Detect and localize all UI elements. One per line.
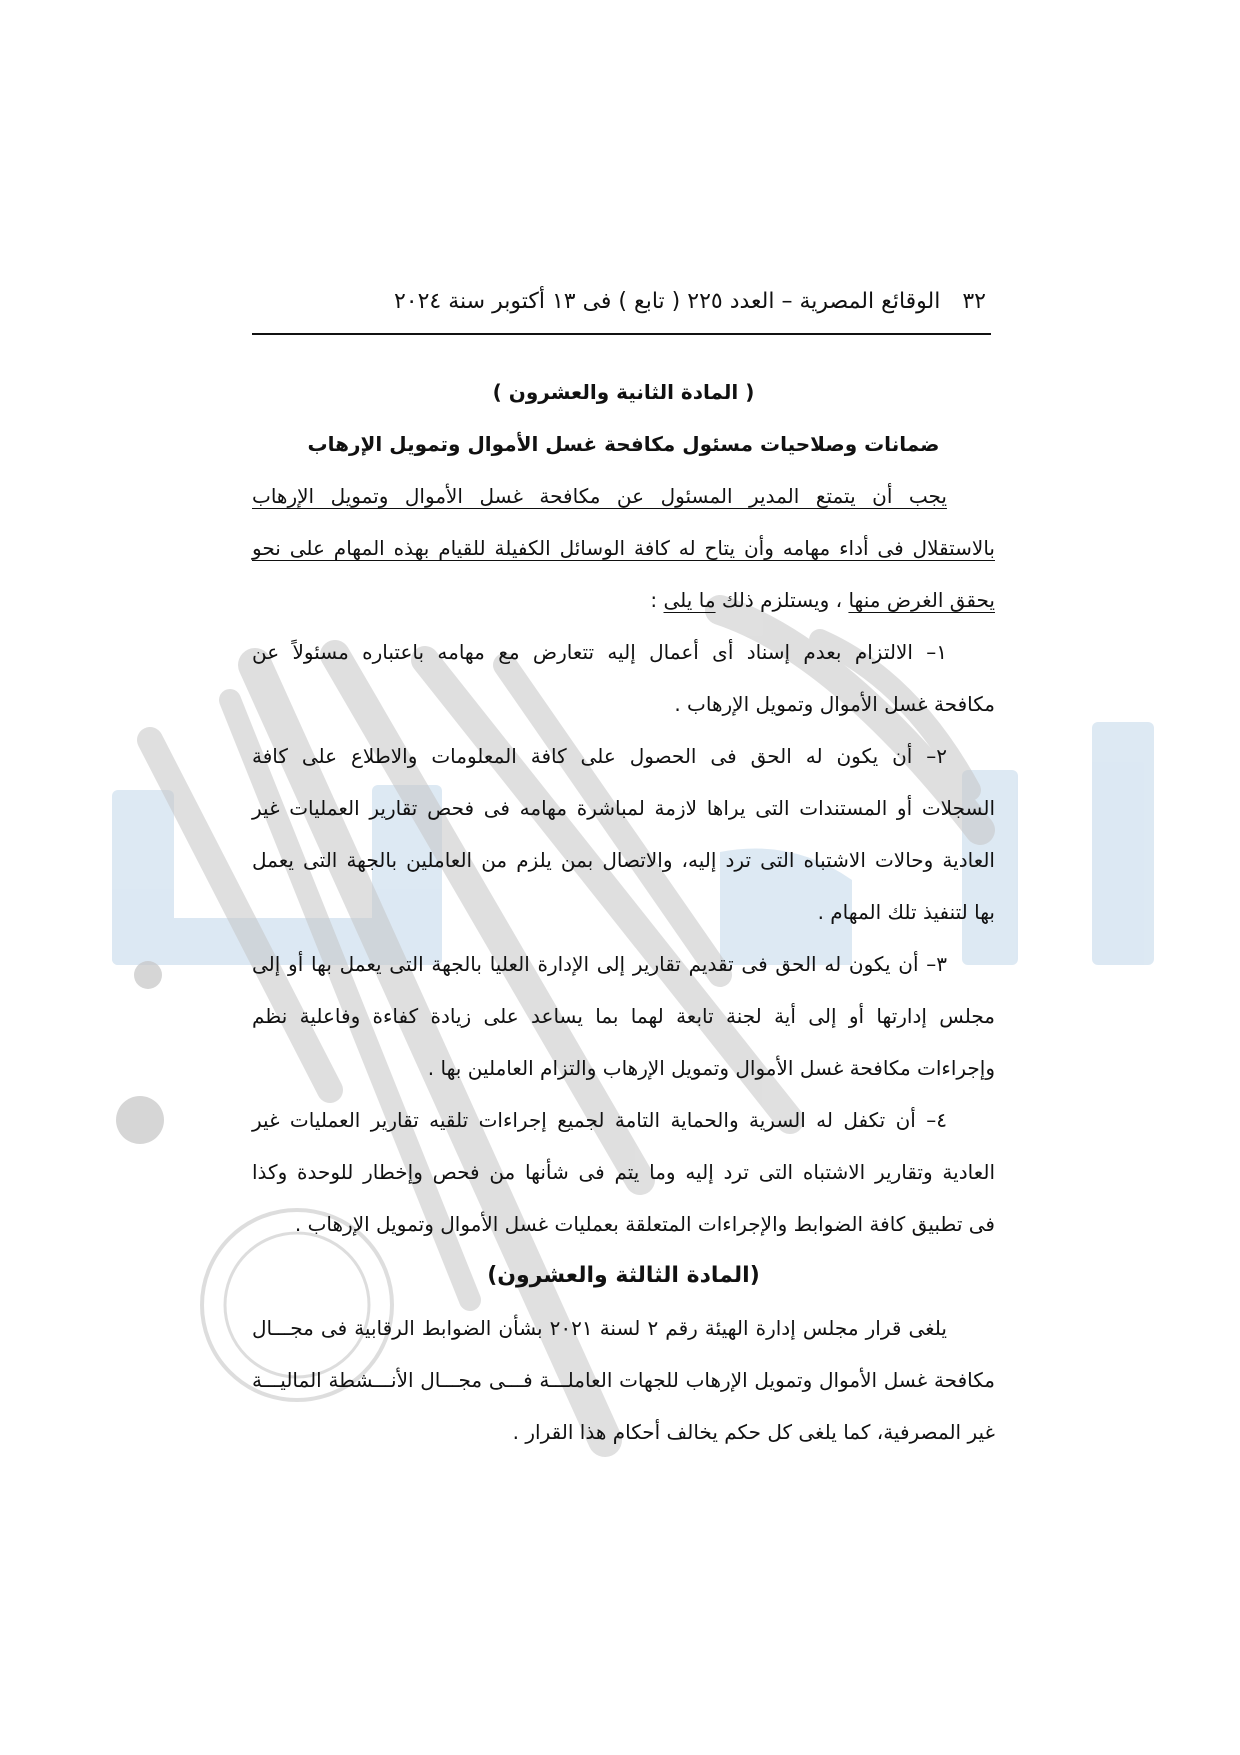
- intro-line: [252, 470, 995, 522]
- item-2-line: [252, 730, 995, 782]
- item-4-line-text: فى تطبيق كافة الضوابط والإجراءات المتعلقة بعمليات غسل الأموال وتمويل الإرهاب .: [294, 1212, 995, 1236]
- article-23-line: [252, 1406, 995, 1458]
- item-4-line-text: ٤– أن تكفل له السرية والحماية التامة لجميع إجراءات تلقيه تقارير العمليات غير: [252, 1108, 947, 1132]
- item-3-line: [252, 1042, 995, 1094]
- item-3-line-text: مجلس إدارتها أو إلى أية لجنة تابعة لهما بما يساعد على زيادة كفاءة وفاعلية نظم: [252, 1004, 995, 1028]
- article-23-heading-text: (المادة الثالثة والعشرون): [487, 1263, 760, 1288]
- item-1-line-text: ١– الالتزام بعدم إسناد أى أعمال إليه تتعارض مع مهامه باعتباره مسئولاً عن: [252, 640, 947, 664]
- item-2-line-text: السجلات أو المستندات التى يراها لازمة لمباشرة مهامه فى فحص تقارير العمليات غير: [252, 796, 995, 820]
- article-23-line: [252, 1354, 995, 1406]
- intro-line-text: يجب أن يتمتع المدير المسئول عن مكافحة غسل الأموال وتمويل الإرهاب: [252, 484, 947, 508]
- running-header: [252, 284, 991, 320]
- article-23-heading: [252, 1250, 995, 1302]
- item-1-line: [252, 626, 995, 678]
- item-2-line-text: بها لتنفيذ تلك المهام .: [817, 900, 995, 924]
- intro-segment: ، ويستلزم ذلك: [715, 588, 849, 612]
- item-2-line: [252, 782, 995, 834]
- item-3-line-text: ٣– أن يكون له الحق فى تقديم تقارير إلى الإدارة العليا بالجهة التى يعمل بها أو إلى: [252, 952, 947, 976]
- item-4-line: [252, 1146, 995, 1198]
- item-3-line-text: وإجراءات مكافحة غسل الأموال وتمويل الإرهاب والتزام العاملين بها .: [427, 1056, 995, 1080]
- article-22-subheading-text: ضمانات وصلاحيات مسئول مكافحة غسل الأموال وتمويل الإرهاب: [307, 432, 940, 456]
- article-23-line-text: غير المصرفية، كما يلغى كل حكم يخالف أحكام هذا القرار .: [512, 1420, 995, 1444]
- gazette-issue-title: الوقائع المصرية – العدد ٢٢٥ ( تابع ) فى ١٣ أكتوبر سنة ٢٠٢٤: [393, 289, 941, 314]
- intro-last-line: [252, 574, 995, 626]
- intro-segment-underlined: يحقق الغرض منها: [848, 588, 995, 612]
- watermark-dots: [116, 961, 164, 1144]
- item-1-line: [252, 678, 995, 730]
- intro-line: [252, 522, 995, 574]
- article-22-subheading: [252, 418, 995, 470]
- item-3-line: [252, 938, 995, 990]
- document-body: [252, 366, 995, 1458]
- item-3-line: [252, 990, 995, 1042]
- item-2-line: [252, 886, 995, 938]
- item-4-line-text: العادية وتقارير الاشتباه التى ترد إليه وما يتم فى شأنها من فحص وإخطار للوحدة وكذا: [252, 1160, 995, 1184]
- intro-segment-underlined: ما يلى: [663, 588, 716, 612]
- item-4-line: [252, 1094, 995, 1146]
- item-1-line-text: مكافحة غسل الأموال وتمويل الإرهاب .: [674, 692, 995, 716]
- intro-last-line-text: [650, 574, 995, 626]
- article-22-heading: [252, 366, 995, 418]
- page-number: ٣٢: [962, 289, 986, 314]
- article-23-line: [252, 1302, 995, 1354]
- article-23-line-text: مكافحة غسل الأموال وتمويل الإرهاب للجهات العاملـــة فـــى مجـــال الأنـــشطة الماليـــة: [252, 1368, 995, 1392]
- item-2-line-text: ٢– أن يكون له الحق فى الحصول على كافة المعلومات والاطلاع على كافة: [252, 744, 947, 768]
- intro-line-text: بالاستقلال فى أداء مهامه وأن يتاح له كافة الوسائل الكفيلة للقيام بهذه المهام على نحو: [252, 536, 995, 560]
- article-23-line-text: يلغى قرار مجلس إدارة الهيئة رقم ٢ لسنة ٢٠٢١ بشأن الضوابط الرقابية فى مجـــال: [252, 1316, 947, 1340]
- item-4-line: [252, 1198, 995, 1250]
- article-22-heading-text: ( المادة الثانية والعشرون ): [492, 380, 755, 404]
- header-rule: [252, 333, 991, 335]
- item-2-line-text: العادية وحالات الاشتباه التى ترد إليه، والاتصال بمن يلزم من العاملين بالجهة التى يعمل: [252, 848, 995, 872]
- item-2-line: [252, 834, 995, 886]
- intro-segment: :: [650, 588, 664, 612]
